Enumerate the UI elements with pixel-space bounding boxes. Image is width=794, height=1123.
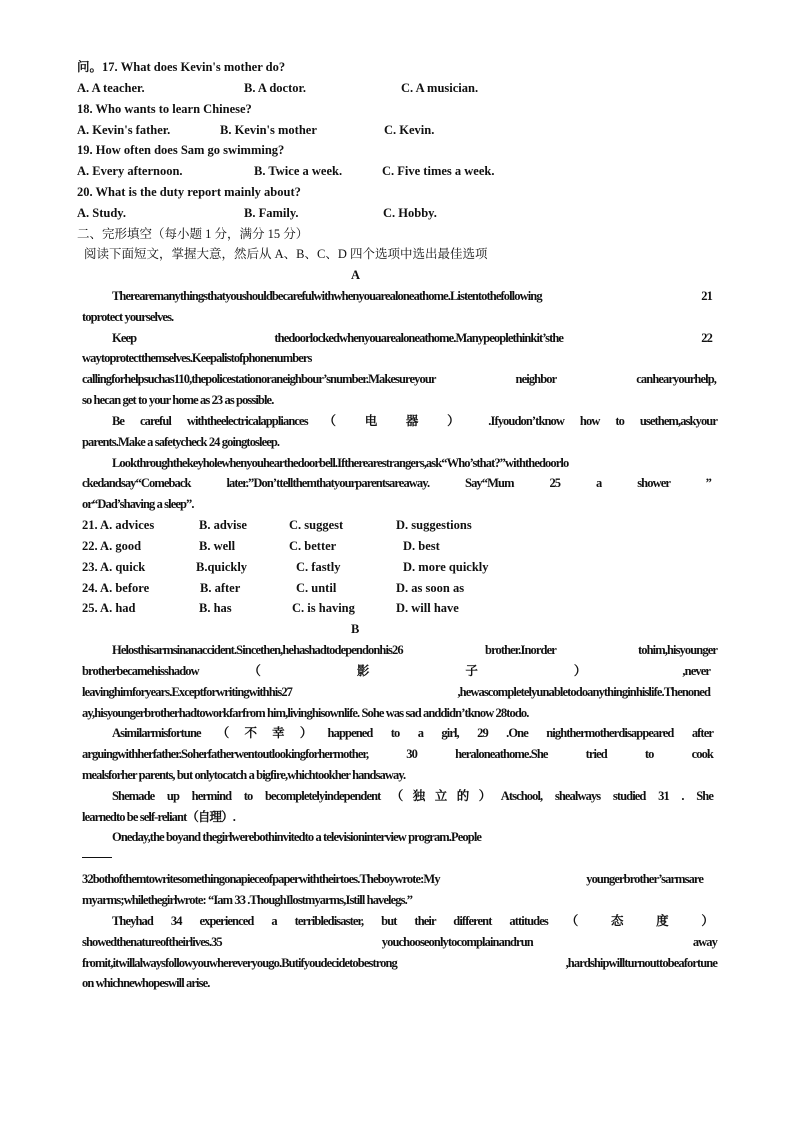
blank-32-underline (82, 849, 112, 858)
question-22-option-c: C. better (289, 539, 337, 553)
passage-a-line-4: waytoprotectthemselves.Keepalistofphonenumbers (82, 351, 312, 365)
question-20-option-b: B. Family. (244, 206, 299, 220)
passage-b-line-1: Helosthisarmsinanaccident.Sincethen,hehashadtodependonhis26 brother.Inorder tohim,hisyounger (112, 643, 717, 657)
question-21-option-b: B. advise (199, 518, 247, 532)
passage-b-line-2: brotherbecamehisshadow （ 影 子 ） ,never (82, 664, 710, 678)
section-instruction: 阅读下面短文，掌握大意，然后从 A、B、C、D 四个选项中选出最佳选项 (84, 247, 488, 261)
question-17-option-c: C. A musician. (401, 81, 479, 95)
question-22-option-d: D. best (403, 539, 440, 553)
question-25-option-c: C. is having (292, 601, 355, 615)
passage-a-line-2: toprotect yourselves. (82, 310, 174, 324)
question-18-option-c: C. Kevin. (384, 123, 435, 137)
question-17-stem: 问。17. What does Kevin's mother do? (77, 60, 286, 74)
passage-a-line-1: Therearemanythingsthatyoushouldbecarefulwithwhenyouarealoneathome.Listentothefollowing 21 (112, 289, 712, 303)
question-24-option-a: 24. A. before (82, 581, 150, 595)
passage-a-line-10: ckedandsay“Comeback later.”Don’ttellthemthatyourparentsareaway. Say“Mum 25 a shower ” (82, 476, 711, 490)
question-25-option-d: D. will have (396, 601, 459, 615)
passage-b-line-4: ay,hisyoungerbrotherhadtoworkfarfrom him,livinghisownlife. Sohe was sad anddidn’tknow 28todo. (82, 706, 529, 720)
question-22-option-b: B. well (199, 539, 236, 553)
passage-b-line-13: Theyhad 34 experienced a terribledisaster, but their different attitudes （ 态 度 ） (112, 914, 713, 928)
passage-b-line-5: Asimilarmisfortune（不幸）happened to a girl, 29 .One nighthermotherdisappeared after (112, 726, 713, 740)
question-21-option-d: D. suggestions (396, 518, 472, 532)
passage-a-line-3: Keep thedoorlockedwhenyouarealoneathome.Manypeoplethinkit’sthe 22 (112, 331, 712, 345)
question-18-option-b: B. Kevin's mother (220, 123, 317, 137)
section-heading: 二、完形填空（每小题 1 分，满分 15 分） (77, 227, 309, 241)
passage-b-line-3: leavinghimforyears.Exceptforwritingwithhis27 ,hewascompletelyunabletodoanythinginhislife.Thenoned (82, 685, 710, 699)
passage-a-line-8: parents.Make a safetycheck 24 goingtosleep. (82, 435, 280, 449)
question-24-option-d: D. as soon as (396, 581, 465, 595)
question-23-option-d: D. more quickly (403, 560, 489, 574)
question-17-option-b: B. A doctor. (244, 81, 307, 95)
question-18-option-a: A. Kevin's father. (77, 123, 171, 137)
passage-b-line-11: 32bothofthemtowritesomethingonapieceofpaperwiththeirtoes.Theboywrote:My youngerbrother’sarmsare (82, 872, 703, 886)
passage-a-line-7: Be careful withtheelectricalappliances （ 电 器 ） .Ifyoudon’tknow how to usethem,askyour (112, 414, 717, 428)
question-19-option-b: B. Twice a week. (254, 164, 343, 178)
passage-a-title: A (351, 268, 361, 282)
passage-b-line-10: Oneday,the boyand thegirlwerebothinvitedto a televisioninterview program.People (112, 830, 482, 844)
question-24-option-b: B. after (200, 581, 241, 595)
passage-b-line-12: myarms;whilethegirlwrote: “Iam 33 .ThoughIlostmyarms,Istill havelegs.” (82, 893, 413, 907)
passage-a-line-5: callingforhelpsuchas110,thepolicestationoraneighbour’snumber.Makesureyour neighbor canhearyourhelp, (82, 372, 716, 386)
question-24-option-c: C. until (296, 581, 337, 595)
passage-b-line-15: fromit,itwillalwaysfollowyouwhereveryougo.Butifyoudecidetobestrong ,hardshipwillturnouttobeafortune (82, 956, 717, 970)
question-19-option-c: C. Five times a week. (382, 164, 495, 178)
passage-a-line-9: Lookthroughthekeyholewhenyouhearthedoorbell.Iftherearestrangers,ask“Who’sthat?”withthedoorlo (112, 456, 569, 470)
question-18-stem: 18. Who wants to learn Chinese? (77, 102, 252, 116)
question-19-stem: 19. How often does Sam go swimming? (77, 143, 285, 157)
question-21-option-c: C. suggest (289, 518, 344, 532)
question-21-option-a: 21. A. advices (82, 518, 155, 532)
question-25-option-b: B. has (199, 601, 232, 615)
passage-a-line-11: or“Dad’shaving a sleep”. (82, 497, 194, 511)
passage-b-line-16: on whichnewhopeswill arise. (82, 976, 210, 990)
question-23-option-c: C. fastly (296, 560, 341, 574)
passage-b-line-8: Shemade up hermind to becompletelyindependent（独立的）Atschool, shealways studied 31 . She (112, 789, 713, 803)
passage-b-line-14: showedthenatureoftheirlives.35 youchooseonlytocomplainandrun away (82, 935, 717, 949)
passage-a-line-6: so hecan get to your home as 23 as possible. (82, 393, 274, 407)
question-20-option-c: C. Hobby. (383, 206, 437, 220)
passage-b-line-6: arguingwithherfather.Soherfatherwentoutlookingforhermother, 30 heraloneathome.She tried to cook (82, 747, 713, 761)
question-20-stem: 20. What is the duty report mainly about? (77, 185, 301, 199)
passage-b-title: B (351, 622, 360, 636)
passage-b-line-7: mealsforher parents, but onlytocatch a bigfire,whichtookher handsaway. (82, 768, 406, 782)
question-23-option-b: B.quickly (196, 560, 248, 574)
question-19-option-a: A. Every afternoon. (77, 164, 183, 178)
question-25-option-a: 25. A. had (82, 601, 136, 615)
passage-b-line-9: learnedto be self-reliant（自理）. (82, 810, 235, 824)
question-17-option-a: A. A teacher. (77, 81, 145, 95)
question-22-option-a: 22. A. good (82, 539, 142, 553)
question-23-option-a: 23. A. quick (82, 560, 146, 574)
question-20-option-a: A. Study. (77, 206, 126, 220)
